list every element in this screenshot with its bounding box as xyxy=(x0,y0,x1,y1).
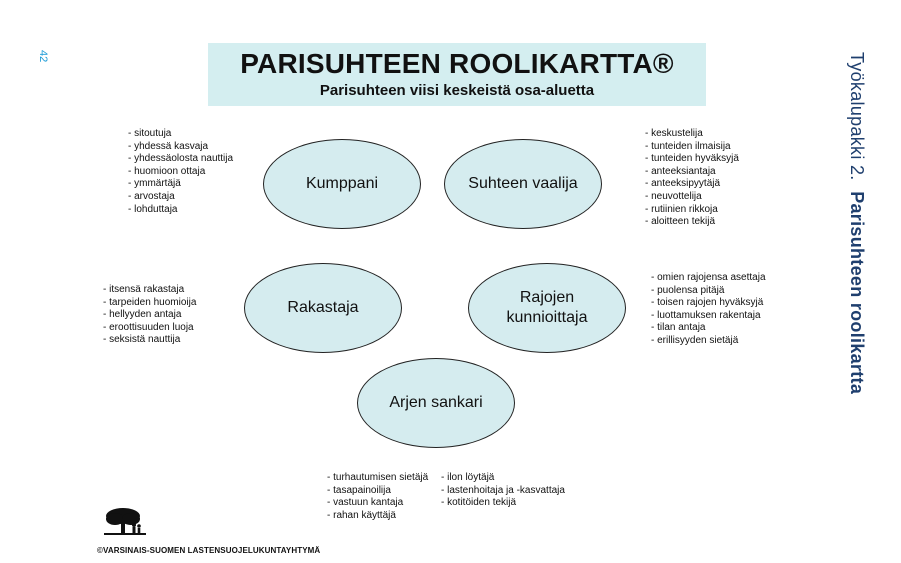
trait-item: - puolensa pitäjä xyxy=(651,284,725,296)
page-subtitle: Parisuhteen viisi keskeistä osa-aluetta xyxy=(319,82,595,99)
arjen-sankari-ellipse xyxy=(357,358,515,448)
footer-copyright: ©VARSINAIS-SUOMEN LASTENSUOJELUKUNTAYHTYMÄ xyxy=(97,546,321,555)
arjen-sankari-traits-right xyxy=(441,472,565,510)
trait-item: - seksistä nauttija xyxy=(103,334,181,346)
side-title-prefix: Työkalupakki 2. xyxy=(847,52,867,181)
trait-item: - itsensä rakastaja xyxy=(103,284,185,295)
trait-item: - sitoutuja xyxy=(128,128,172,139)
rajojen-kunnioittaja-ellipse xyxy=(468,263,626,353)
title-box xyxy=(208,43,706,106)
trait-item: - tunteiden hyväksyjä xyxy=(645,153,739,165)
page-title: PARISUHTEEN ROOLIKARTTA® xyxy=(240,48,674,79)
kumppani-label: Kumppani xyxy=(305,175,379,192)
trait-item: - neuvottelija xyxy=(645,190,702,202)
trait-item: - ilon löytäjä xyxy=(441,472,495,483)
trait-item: - omien rajojensa asettaja xyxy=(651,272,766,283)
rajojen-kunnioittaja-traits xyxy=(651,272,766,348)
suhteen-vaalija-label: Suhteen vaalija xyxy=(468,175,578,192)
trait-item: - vastuun kantaja xyxy=(327,497,404,509)
tree-family-icon xyxy=(103,506,147,536)
rakastaja-traits xyxy=(103,284,196,347)
trait-item: - ymmärtäjä xyxy=(128,178,181,190)
trait-item: - anteeksiantaja xyxy=(645,165,716,177)
page-number: 42 xyxy=(37,50,49,63)
trait-item: - aloitteen tekijä xyxy=(645,216,716,228)
trait-item: - turhautumisen sietäjä xyxy=(327,472,429,483)
trait-item: - tilan antaja xyxy=(651,322,706,334)
trait-item: - erillisyyden sietäjä xyxy=(651,334,739,346)
trait-item: - hellyyden antaja xyxy=(103,309,182,321)
rajojen-kunnioittaja-label-line2: kunnioittaja xyxy=(506,309,588,326)
trait-item: - huomioon ottaja xyxy=(128,165,206,177)
trait-item: - lastenhoitaja ja -kasvattaja xyxy=(441,484,565,496)
side-title xyxy=(846,52,867,394)
kumppani-ellipse xyxy=(263,139,421,229)
suhteen-vaalija-ellipse xyxy=(444,139,602,229)
trait-item: - yhdessäolosta nauttija xyxy=(128,153,234,165)
rakastaja-label: Rakastaja xyxy=(287,299,359,316)
trait-item: - luottamuksen rakentaja xyxy=(651,309,761,321)
trait-item: - rutiinien rikkoja xyxy=(645,203,718,215)
arjen-sankari-traits-left xyxy=(327,472,428,522)
trait-item: - eroottisuuden luoja xyxy=(103,321,194,333)
trait-item: - kotitöiden tekijä xyxy=(441,497,517,509)
trait-item: - anteeksipyytäjä xyxy=(645,178,721,190)
trait-item: - yhdessä kasvaja xyxy=(128,140,209,152)
side-title-main: Parisuhteen roolikartta xyxy=(847,191,867,395)
trait-item: - tasapainoilija xyxy=(327,484,391,496)
trait-item: - lohduttaja xyxy=(128,203,178,215)
trait-item: - tarpeiden huomioija xyxy=(103,296,197,308)
trait-item: - tunteiden ilmaisija xyxy=(645,140,731,152)
trait-item: - rahan käyttäjä xyxy=(327,509,396,521)
rajojen-kunnioittaja-label-line1: Rajojen xyxy=(519,289,575,306)
suhteen-vaalija-traits xyxy=(645,128,739,229)
trait-item: - arvostaja xyxy=(128,190,175,202)
trait-item: - toisen rajojen hyväksyjä xyxy=(651,297,764,309)
trait-item: - keskustelija xyxy=(645,128,703,139)
rajojen-kunnioittaja-label xyxy=(507,288,588,328)
kumppani-traits xyxy=(128,128,233,216)
arjen-sankari-label: Arjen sankari xyxy=(389,394,483,411)
rakastaja-ellipse xyxy=(244,263,402,353)
